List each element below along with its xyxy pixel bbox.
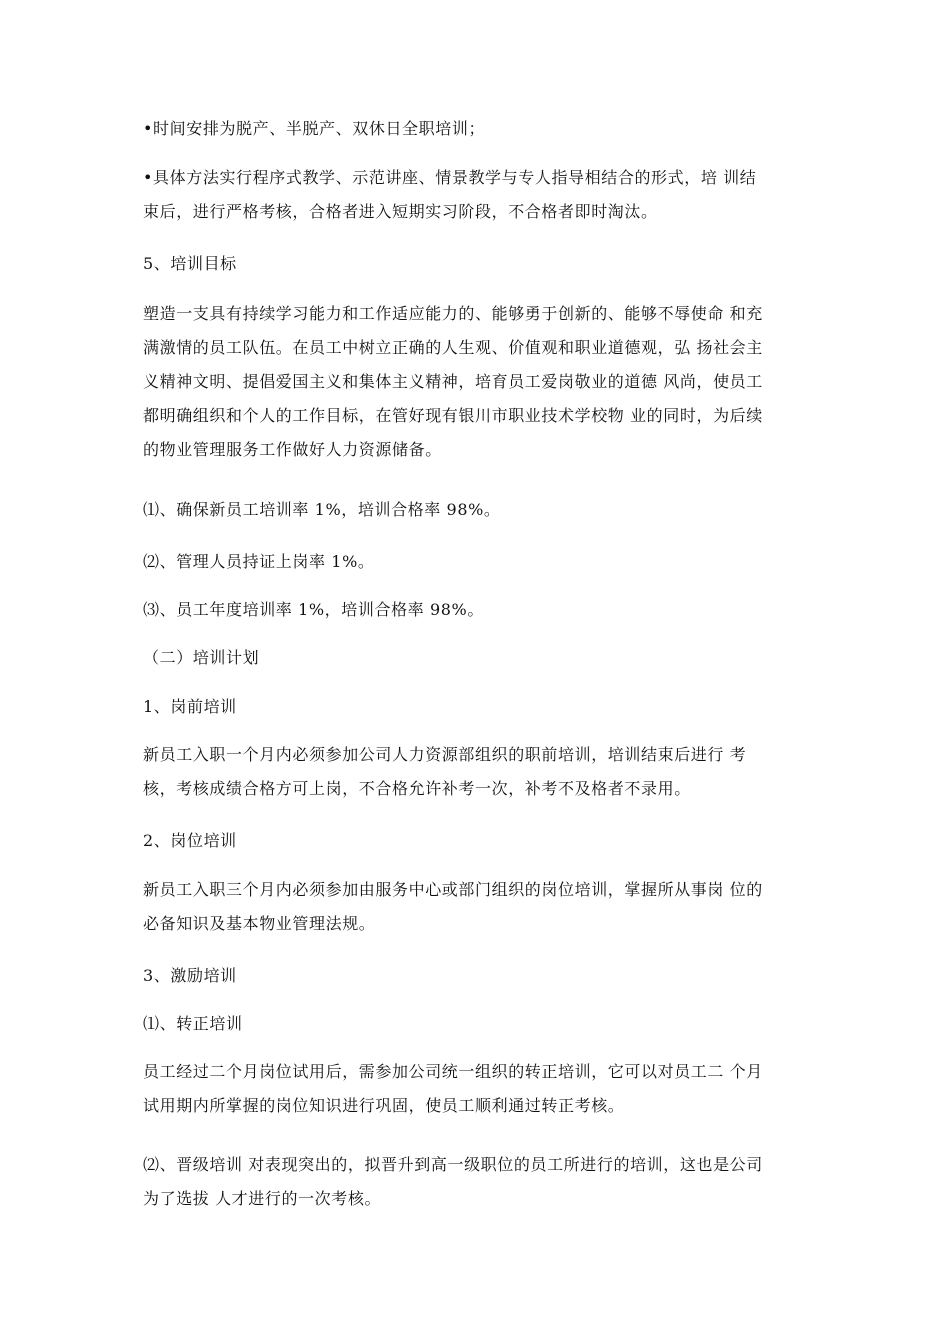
text-line: ⑴、转正培训 [143, 1014, 243, 1033]
goal-item-3 [143, 593, 823, 627]
bullet-schedule [143, 112, 823, 146]
text-line: 塑造一支具有持续学习能力和工作适应能力的、能够勇于创新的、能够不辱使命 和充 [143, 304, 763, 323]
text-line: 的物业管理服务工作做好人力资源储备。 [143, 440, 442, 459]
text-line: 试用期内所掌握的岗位知识进行巩固，使员工顺利通过转正考核。 [143, 1096, 625, 1115]
heading-post-training [143, 824, 823, 858]
heading-training-plan [143, 641, 823, 675]
goal-item-1 [143, 493, 823, 527]
text-line: ⑵、管理人员持证上岗率 1%。 [143, 552, 375, 571]
text-line: 新员工入职三个月内必须参加由服务中心或部门组织的岗位培训，掌握所从事岗 位的 [143, 880, 763, 899]
text-line: 核，考核成绩合格方可上岗，不合格允许补考一次，补考不及格者不录用。 [143, 779, 691, 798]
text-line: 新员工入职一个月内必须参加公司人力资源部组织的职前培训，培训结束后进行 考 [143, 745, 747, 764]
paragraph-goals [143, 297, 823, 467]
text-line: 都明确组织和个人的工作目标，在管好现有银川市职业技术学校物 业的同时，为后续 [143, 406, 763, 425]
text-line: ⑴、确保新员工培训率 1%，培训合格率 98%。 [143, 500, 501, 519]
paragraph-promotion [143, 1148, 823, 1216]
paragraph-post-training [143, 873, 823, 941]
text-line: •具体方法实行程序式教学、示范讲座、情景教学与专人指导相结合的形式，培 训结 [143, 168, 757, 187]
text-line: 1、岗前培训 [143, 697, 237, 716]
text-line: ⑶、员工年度培训率 1%，培训合格率 98%。 [143, 600, 484, 619]
heading-pre-job-training [143, 690, 823, 724]
text-line: 必备知识及基本物业管理法规。 [143, 914, 376, 933]
text-line: 束后，进行严格考核，合格者进入短期实习阶段，不合格者即时淘汰。 [143, 202, 658, 221]
text-line: 员工经过二个月岗位试用后，需参加公司统一组织的转正培训，它可以对员工二 个月 [143, 1062, 763, 1081]
bullet-method [143, 161, 823, 229]
text-line: 2、岗位培训 [143, 831, 237, 850]
paragraph-confirmation [143, 1055, 823, 1123]
heading-confirmation-training [143, 1007, 823, 1041]
text-line: 3、激励培训 [143, 966, 237, 985]
text-line: （二）培训计划 [143, 648, 260, 667]
text-line: 义精神文明、提倡爱国主义和集体主义精神，培育员工爱岗敬业的道德 风尚，使员工 [143, 372, 763, 391]
heading-incentive-training [143, 959, 823, 993]
text-line: 5、培训目标 [143, 254, 237, 273]
goal-item-2 [143, 545, 823, 579]
paragraph-pre-job [143, 738, 823, 806]
heading-training-goals [143, 247, 823, 281]
text-line: ⑵、晋级培训 对表现突出的，拟晋升到高一级职位的员工所进行的培训，这也是公司 [143, 1155, 763, 1174]
text-line: 满激情的员工队伍。在员工中树立正确的人生观、价值观和职业道德观，弘 扬社会主 [143, 338, 763, 357]
text-line: 为了选拔 人才进行的一次考核。 [143, 1189, 382, 1208]
text-line: •时间安排为脱产、半脱产、双休日全职培训； [143, 119, 486, 138]
